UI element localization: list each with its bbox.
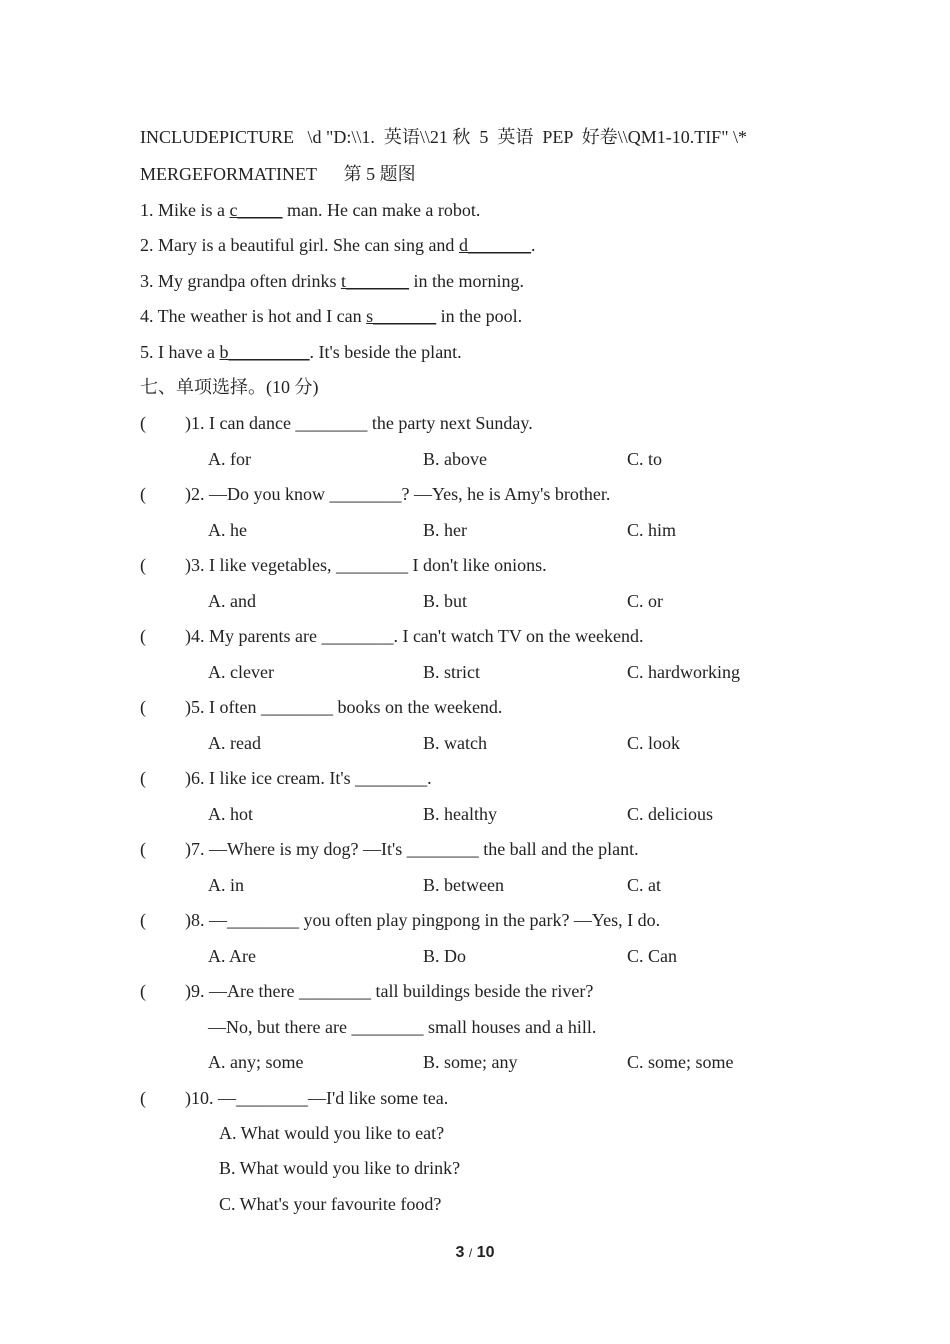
fill-in-item-3: 3. My grandpa often drinks t_______ in the morning. bbox=[140, 271, 524, 291]
option-b: B. strict bbox=[423, 662, 480, 682]
option-b: B. her bbox=[423, 520, 467, 540]
question-4: )4. My parents are ________. I can't watch TV on the weekend. bbox=[185, 626, 644, 646]
option-c: C. delicious bbox=[627, 804, 713, 824]
field-code-line-1: INCLUDEPICTURE \d "D:\\1. 英语\\21 秋 5 英语 PEP 好卷\\QM1-10.TIF" \* bbox=[140, 127, 748, 147]
fill-in-item-1: 1. Mike is a c_____ man. He can make a robot. bbox=[140, 200, 481, 220]
answer-paren: ( bbox=[140, 413, 146, 433]
fill-in-item-4: 4. The weather is hot and I can s_______ in the pool. bbox=[140, 306, 523, 326]
option-a: A. in bbox=[208, 875, 244, 895]
answer-paren: ( bbox=[140, 1088, 146, 1108]
answer-paren: ( bbox=[140, 484, 146, 504]
option-a: A. read bbox=[208, 733, 261, 753]
option-b: B. What would you like to drink? bbox=[219, 1158, 461, 1178]
option-a: A. he bbox=[208, 520, 247, 540]
question-1: )1. I can dance ________ the party next Sunday. bbox=[185, 413, 533, 433]
option-b: B. healthy bbox=[423, 804, 497, 824]
question-6: )6. I like ice cream. It's ________. bbox=[185, 768, 432, 788]
option-a: A. Are bbox=[208, 946, 256, 966]
option-c: C. to bbox=[627, 449, 663, 469]
option-b: B. watch bbox=[423, 733, 487, 753]
question-9-reply: —No, but there are ________ small houses and a hill. bbox=[208, 1017, 597, 1037]
option-b: B. above bbox=[423, 449, 487, 469]
answer-paren: ( bbox=[140, 626, 146, 646]
section-title: 七、单项选择。(10 分) bbox=[140, 377, 319, 397]
option-c: C. some; some bbox=[627, 1052, 734, 1072]
option-a: A. for bbox=[208, 449, 251, 469]
option-c: C. or bbox=[627, 591, 663, 611]
field-code-line-2: MERGEFORMATINET 第 5 题图 bbox=[140, 164, 416, 184]
answer-paren: ( bbox=[140, 768, 146, 788]
option-a: A. clever bbox=[208, 662, 274, 682]
option-c: C. at bbox=[627, 875, 661, 895]
question-8: )8. —________ you often play pingpong in the park? —Yes, I do. bbox=[185, 910, 661, 930]
option-b: B. some; any bbox=[423, 1052, 518, 1072]
option-c: C. him bbox=[627, 520, 677, 540]
option-b: B. Do bbox=[423, 946, 467, 966]
option-b: B. between bbox=[423, 875, 504, 895]
option-a: A. any; some bbox=[208, 1052, 304, 1072]
question-5: )5. I often ________ books on the weekend. bbox=[185, 697, 503, 717]
option-c: C. What's your favourite food? bbox=[219, 1194, 442, 1214]
answer-paren: ( bbox=[140, 839, 146, 859]
question-10: )10. —________—I'd like some tea. bbox=[185, 1088, 449, 1108]
answer-paren: ( bbox=[140, 981, 146, 1001]
option-a: A. What would you like to eat? bbox=[219, 1123, 445, 1143]
question-2: )2. —Do you know ________? —Yes, he is Amy's brother. bbox=[185, 484, 611, 504]
answer-paren: ( bbox=[140, 555, 146, 575]
fill-in-item-2: 2. Mary is a beautiful girl. She can sing and d_______. bbox=[140, 235, 536, 255]
option-b: B. but bbox=[423, 591, 468, 611]
fill-in-item-5: 5. I have a b_________. It's beside the plant. bbox=[140, 342, 462, 362]
option-c: C. look bbox=[627, 733, 681, 753]
page-number: 3 / 10 bbox=[455, 1244, 495, 1261]
option-c: C. hardworking bbox=[627, 662, 740, 682]
option-a: A. hot bbox=[208, 804, 253, 824]
option-c: C. Can bbox=[627, 946, 678, 966]
question-3: )3. I like vegetables, ________ I don't like onions. bbox=[185, 555, 547, 575]
option-a: A. and bbox=[208, 591, 256, 611]
answer-paren: ( bbox=[140, 910, 146, 930]
question-7: )7. —Where is my dog? —It's ________ the ball and the plant. bbox=[185, 839, 639, 859]
question-9: )9. —Are there ________ tall buildings beside the river? bbox=[185, 981, 594, 1001]
answer-paren: ( bbox=[140, 697, 146, 717]
